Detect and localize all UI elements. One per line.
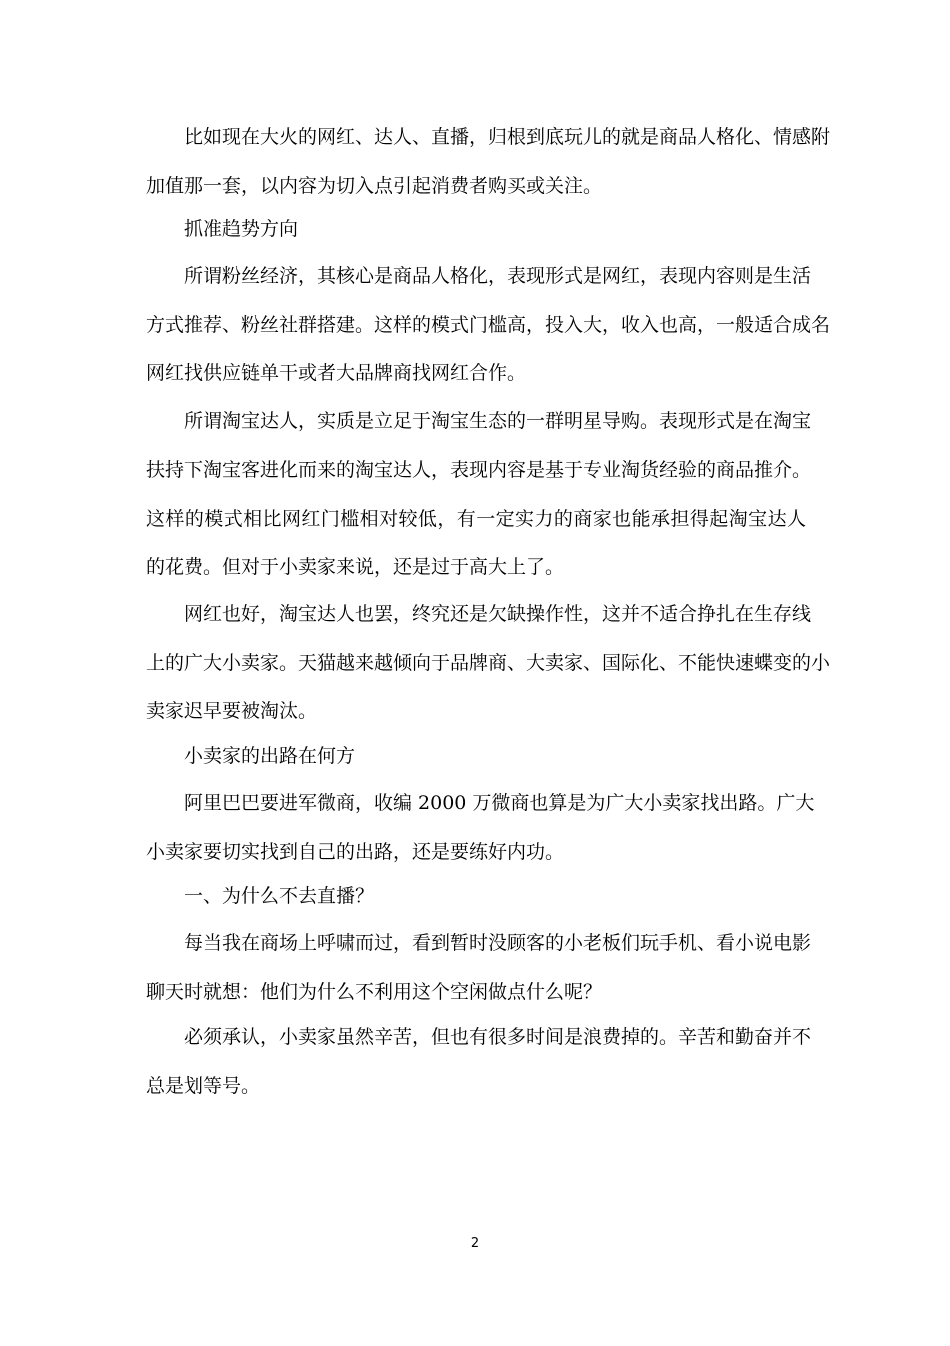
page-number: 2 <box>470 1236 480 1251</box>
section-heading: 一、为什么不去直播？ <box>184 885 375 907</box>
text-line: 总是划等号。 <box>146 1075 261 1097</box>
text-line: 必须承认，小卖家虽然辛苦，但也有很多时间是浪费掉的。辛苦和勤奋并不 <box>184 1026 812 1048</box>
section-heading: 抓准趋势方向 <box>184 218 299 240</box>
text-line: 的花费。但对于小卖家来说，还是过于高大上了。 <box>146 556 565 578</box>
text-line: 比如现在大火的网红、达人、直播，归根到底玩儿的就是商品人格化、情感附 <box>184 126 831 148</box>
section-heading: 小卖家的出路在何方 <box>184 745 356 767</box>
text-line: 阿里巴巴要进军微商，收编 2000 万微商也算是为广大小卖家找出路。广大 <box>184 792 815 814</box>
text-line: 网红也好，淘宝达人也罢，终究还是欠缺操作性，这并不适合挣扎在生存线 <box>184 603 812 625</box>
text-line: 卖家迟早要被淘汰。 <box>146 700 318 722</box>
text-line: 聊天时就想：他们为什么不利用这个空闲做点什么呢？ <box>146 981 603 1003</box>
text-line: 加值那一套，以内容为切入点引起消费者购买或关注。 <box>146 175 603 197</box>
text-line: 方式推荐、粉丝社群搭建。这样的模式门槛高，投入大，收入也高，一般适合成名 <box>146 314 831 336</box>
text-line: 这样的模式相比网红门槛相对较低，有一定实力的商家也能承担得起淘宝达人 <box>146 508 806 530</box>
text-line: 所谓淘宝达人，实质是立足于淘宝生态的一群明星导购。表现形式是在淘宝 <box>184 410 812 432</box>
text-line: 网红找供应链单干或者大品牌商找网红合作。 <box>146 362 527 384</box>
text-line: 小卖家要切实找到自己的出路，还是要练好内功。 <box>146 841 565 863</box>
text-line: 上的广大小卖家。天猫越来越倾向于品牌商、大卖家、国际化、不能快速蝶变的小 <box>146 652 831 674</box>
text-line: 每当我在商场上呼啸而过，看到暂时没顾客的小老板们玩手机、看小说电影 <box>184 932 812 954</box>
text-line: 扶持下淘宝客进化而来的淘宝达人，表现内容是基于专业淘货经验的商品推介。 <box>146 459 812 481</box>
text-line: 所谓粉丝经济，其核心是商品人格化，表现形式是网红，表现内容则是生活 <box>184 265 812 287</box>
